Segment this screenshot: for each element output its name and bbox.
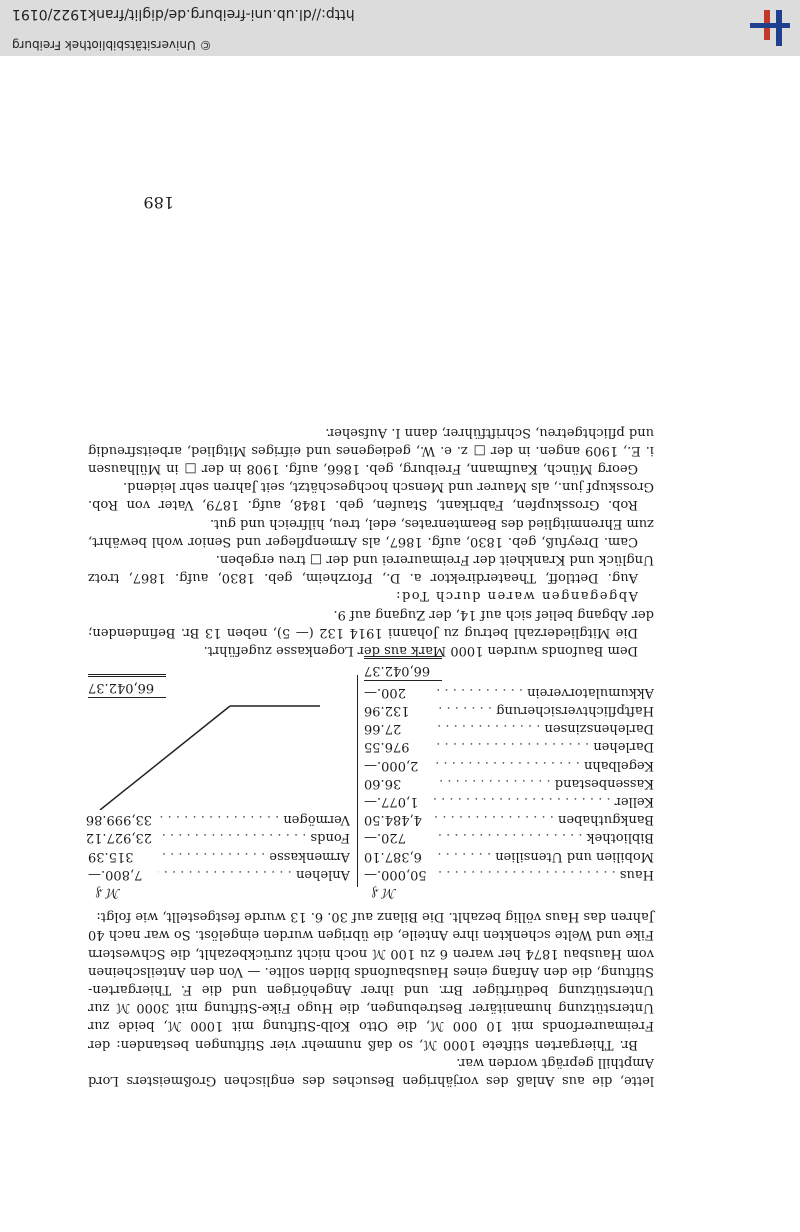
assets-row (364, 774, 654, 792)
balance-liabilities-column (85, 674, 350, 901)
liabilities-unit-header: ℳ ₰ (96, 884, 121, 900)
liabilities-total: 66,042.37 (88, 674, 166, 698)
assets-row (364, 828, 654, 846)
obituary-entry: Cam. Dreyfuß, geb. 1830, aufg. 1867, als Armenpfleger und Senior wohl bewährt, zum Ehrenmitglied des Beamtenrates, edel, treu, hilfreich und gut. (88, 515, 654, 549)
liabilities-row (88, 846, 350, 864)
assets-row (364, 846, 654, 864)
foundations-paragraph: Br. Thiergarten stiftete 1000 ℳ, so daß nunmehr vier Stiftungen bestanden: der Freimaurerfonds mit 10 000 ℳ, die Otto Kolb-Stiftung mit 1000 ℳ, beide zur Unterstützung humanitärer Bestrebungen, die Hugo Fike-Stiftung mit 3000 ℳ zur Unterstützung bedürftiger Brr. und ihrer Angehörigen und die F. Thiergarten-Stiftung, die den Anfang eines Hausbaufonds bilden sollte. — Von den Anteilscheinen vom Hausbau 1874 her waren 6 zu 100 ℳ noch nicht zurückbezahlt, die Schwestern Fike und Welte schenkten ihre Anteile, die übrigen wurden eingelöst. So war nach 40 Jahren das Haus völlig bezahlt. Die Bilanz auf 30. 6. 13 wurde festgestellt, wie folgt: (88, 909, 654, 1052)
assets-value: 36.60 (364, 774, 434, 792)
assets-total-row (364, 656, 654, 680)
liabilities-value: 315.39 (88, 846, 158, 864)
assets-label: Darlehen . . . (434, 737, 654, 755)
assets-row (364, 810, 654, 828)
assets-value: 976.55 (364, 737, 434, 755)
assets-row (364, 865, 654, 883)
intro-paragraph: lette, die aus Anlaß des vorjährigen Besuches des englischen Großmeisters Lord Ampthill geprägt worden war. (88, 1054, 654, 1088)
assets-label: Keller . . . (434, 792, 654, 810)
assets-label: Haftpflichtversicherung . . . (434, 701, 654, 719)
balance-fill-line (88, 700, 350, 810)
assets-label: Akkumulatorverein . . . (434, 683, 654, 701)
assets-row (364, 683, 654, 701)
assets-value: 132.96 (364, 701, 434, 719)
liabilities-value: 7,800.— (88, 865, 158, 883)
liabilities-row (85, 828, 350, 846)
page-text (85, 422, 654, 1089)
assets-label: Bibliothek . . . (434, 828, 654, 846)
liabilities-label: Armenkasse . . . (158, 846, 350, 864)
assets-value: 200.— (364, 683, 434, 701)
obituary-entry: Rob. Grosskupfen, Fabrikant, Staufen, geb. 1848, aufg. 1879, Vater von Rob. Grosskupf jun., als Maurer und Mensch hochgeschätzt, seit Jahren sehr leidend. (88, 479, 654, 513)
assets-row (364, 737, 654, 755)
liabilities-value: 33,999.86 (88, 810, 158, 828)
liabilities-row (88, 865, 350, 883)
assets-row (364, 701, 654, 719)
assets-value: 720.— (364, 828, 434, 846)
liabilities-label: Anlehen . . . (158, 865, 350, 883)
assets-row (364, 755, 654, 773)
balance-sheet (85, 662, 654, 901)
liabilities-value: 23,927.12 (88, 828, 158, 846)
assets-label: Kassenbestand . . . (434, 774, 654, 792)
page-number: 189 (143, 193, 174, 212)
assets-value: 4,484.50 (364, 810, 434, 828)
assets-row (364, 792, 654, 810)
library-credit: © Universitätsbibliothek Freiburg (12, 38, 212, 52)
assets-label: Bankguthaben . . . (434, 810, 654, 828)
document-url[interactable]: http://dl.ub.uni-freiburg.de/diglit/frank1922/0191 (12, 6, 355, 22)
fund-paragraph: Dem Baufonds wurden 1000 Mark aus der Logenkasse zugeführt. (203, 642, 638, 658)
deaths-list (88, 422, 654, 586)
liabilities-total-row (88, 674, 350, 698)
liabilities-label: Vermögen . . . (158, 810, 350, 828)
liabilities-rows (85, 810, 350, 883)
assets-value: 27.66 (364, 719, 434, 737)
assets-total: 66,042.37 (364, 656, 442, 680)
liabilities-label: Fonds . . . (158, 828, 350, 846)
obituary-entry: Georg Münch, Kaufmann, Freiburg, geb. 1866, aufg. 1908 in der □ in Mülhausen i. E., 1909 angen. in der □ z. e. W., gediegenes und eifriges Mitglied, arbeitsfreudig und pflichtgetreu, Schriftführer, dann I. Aufseher. (88, 424, 654, 476)
assets-label: Haus . . . (434, 865, 654, 883)
deaths-heading: Abgegangen waren durch Tod: (394, 588, 638, 604)
assets-value: 1,077.— (364, 792, 434, 810)
assets-rows (364, 683, 654, 883)
assets-value: 2,000.— (364, 755, 434, 773)
assets-unit-header: ℳ ₰ (372, 884, 397, 900)
assets-label: Mobilien und Utensilien . . . (434, 846, 654, 864)
liabilities-row (85, 810, 350, 828)
assets-label: Darlehenszinsen . . . (434, 719, 654, 737)
assets-row (364, 719, 654, 737)
balance-assets-column (364, 656, 654, 901)
obituary-entry: Aug. Dettloff, Theaterdirektor a. D., Pforzheim, geb. 1830, aufg. 1867, trotz Unglück und Krankheit der Freimaurerei und der □ treu ergeben. (88, 551, 654, 586)
balance-divider (357, 675, 358, 887)
assets-value: 50,000.— (364, 865, 434, 883)
assets-label: Kegelbahn . . . (434, 755, 654, 773)
assets-value: 6,387.10 (364, 846, 434, 864)
members-paragraph: Die Mitgliederzahl betrug zu Johanni 1914 132 (— 5), neben 13 Br. Befindenden; der Abgang belief sich auf 14, der Zugang auf 9. (88, 606, 654, 640)
